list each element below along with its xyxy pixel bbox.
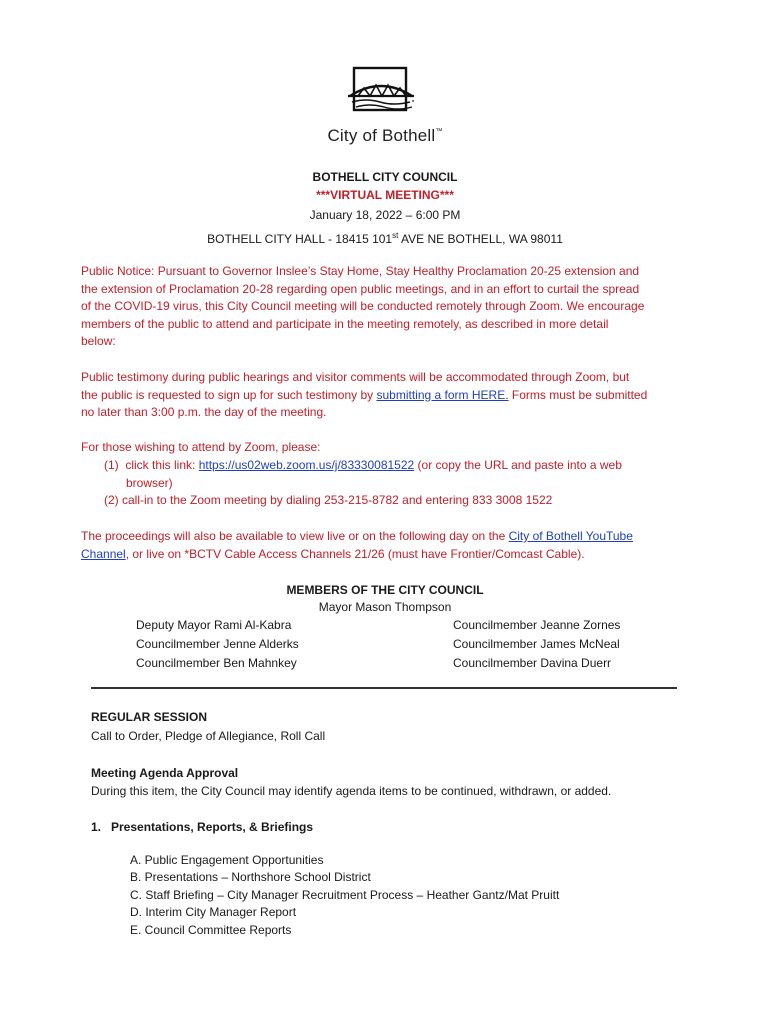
mayor-name: Mayor Mason Thompson xyxy=(318,600,452,614)
proceedings-notice: The proceedings will also be available to view live or on the following day on the City of Bothell YouTube Channel, or live on *BCTV Cable Access Channels 21/26 (must have Frontier/Comcast Cable). xyxy=(81,529,633,561)
council-member: Councilmember Ben Mahnkey xyxy=(136,656,297,670)
council-heading: MEMBERS OF THE CITY COUNCIL xyxy=(286,583,484,597)
testimony-form-link[interactable]: submitting a form HERE. xyxy=(376,387,509,402)
council-member: Deputy Mayor Rami Al-Kabra xyxy=(136,618,292,632)
agenda-item: A. Public Engagement Opportunities xyxy=(130,853,324,867)
council-member: Councilmember Jenne Alderks xyxy=(136,637,299,651)
regular-session-heading: REGULAR SESSION xyxy=(91,710,208,724)
city-logo-text: City of Bothell™ xyxy=(327,126,443,145)
agenda-approval-text: During this item, the City Council may identify agenda items to be continued, withdrawn, or added. xyxy=(91,784,612,798)
council-left-column xyxy=(136,616,299,673)
agenda-item: D. Interim City Manager Report xyxy=(130,905,297,919)
agenda-item: B. Presentations – Northshore School District xyxy=(130,870,371,884)
section-1-heading: 1. Presentations, Reports, & Briefings xyxy=(91,820,314,834)
bridge-logo-icon xyxy=(346,66,416,122)
council-member: Councilmember James McNeal xyxy=(453,637,620,651)
council-member: Councilmember Davina Duerr xyxy=(453,656,612,670)
zoom-item-2: (2) call-in to the Zoom meeting by dialing 253-215-8782 and entering 833 3008 1522 xyxy=(104,493,553,507)
council-member: Councilmember Jeanne Zornes xyxy=(453,618,621,632)
youtube-channel-link-cont[interactable]: Channel xyxy=(81,546,126,561)
agenda-item: E. Council Committee Reports xyxy=(130,923,292,937)
council-right-column xyxy=(453,616,620,673)
meeting-date: January 18, 2022 – 6:00 PM xyxy=(309,208,461,222)
section-divider xyxy=(91,687,677,689)
zoom-item-1-cont: browser) xyxy=(126,476,173,490)
document-title: BOTHELL CITY COUNCIL xyxy=(312,170,458,184)
zoom-intro: For those wishing to attend by Zoom, please: xyxy=(81,440,321,454)
zoom-item-1: (1) click this link: https://us02web.zoom.us/j/83330081522 (or copy the URL and paste into a web xyxy=(104,458,622,472)
youtube-channel-link[interactable]: City of Bothell YouTube xyxy=(508,529,633,543)
public-notice: Public Notice: Pursuant to Governor Inslee’s Stay Home, Stay Healthy Proclamation 20-25 extension and the extension of Proclamation 20-28 regarding open public meetings, and in an effort to curtail the spread of the COVID-19 virus, this City Council meeting will be conducted remotely through Zoom. We encourage members of the public to attend and participate in the meeting remotely, as described in more detail below: xyxy=(81,264,645,349)
meeting-address: BOTHELL CITY HALL - 18415 101st AVE NE BOTHELL, WA 98011 xyxy=(207,231,563,246)
agenda-item: C. Staff Briefing – City Manager Recruitment Process – Heather Gantz/Mat Pruitt xyxy=(130,888,560,902)
meeting-type: ***VIRTUAL MEETING*** xyxy=(316,188,454,202)
agenda-approval-heading: Meeting Agenda Approval xyxy=(91,766,239,780)
regular-session-text: Call to Order, Pledge of Allegiance, Roll Call xyxy=(91,729,326,743)
testimony-notice: Public testimony during public hearings and visitor comments will be accommodated through Zoom, but the public is requested to sign up for such testimony by submitting a form HERE. Forms must be submitted no later than 3:00 p.m. the day of the meeting. xyxy=(81,370,648,420)
zoom-meeting-link[interactable]: https://us02web.zoom.us/j/83330081522 xyxy=(198,458,415,472)
